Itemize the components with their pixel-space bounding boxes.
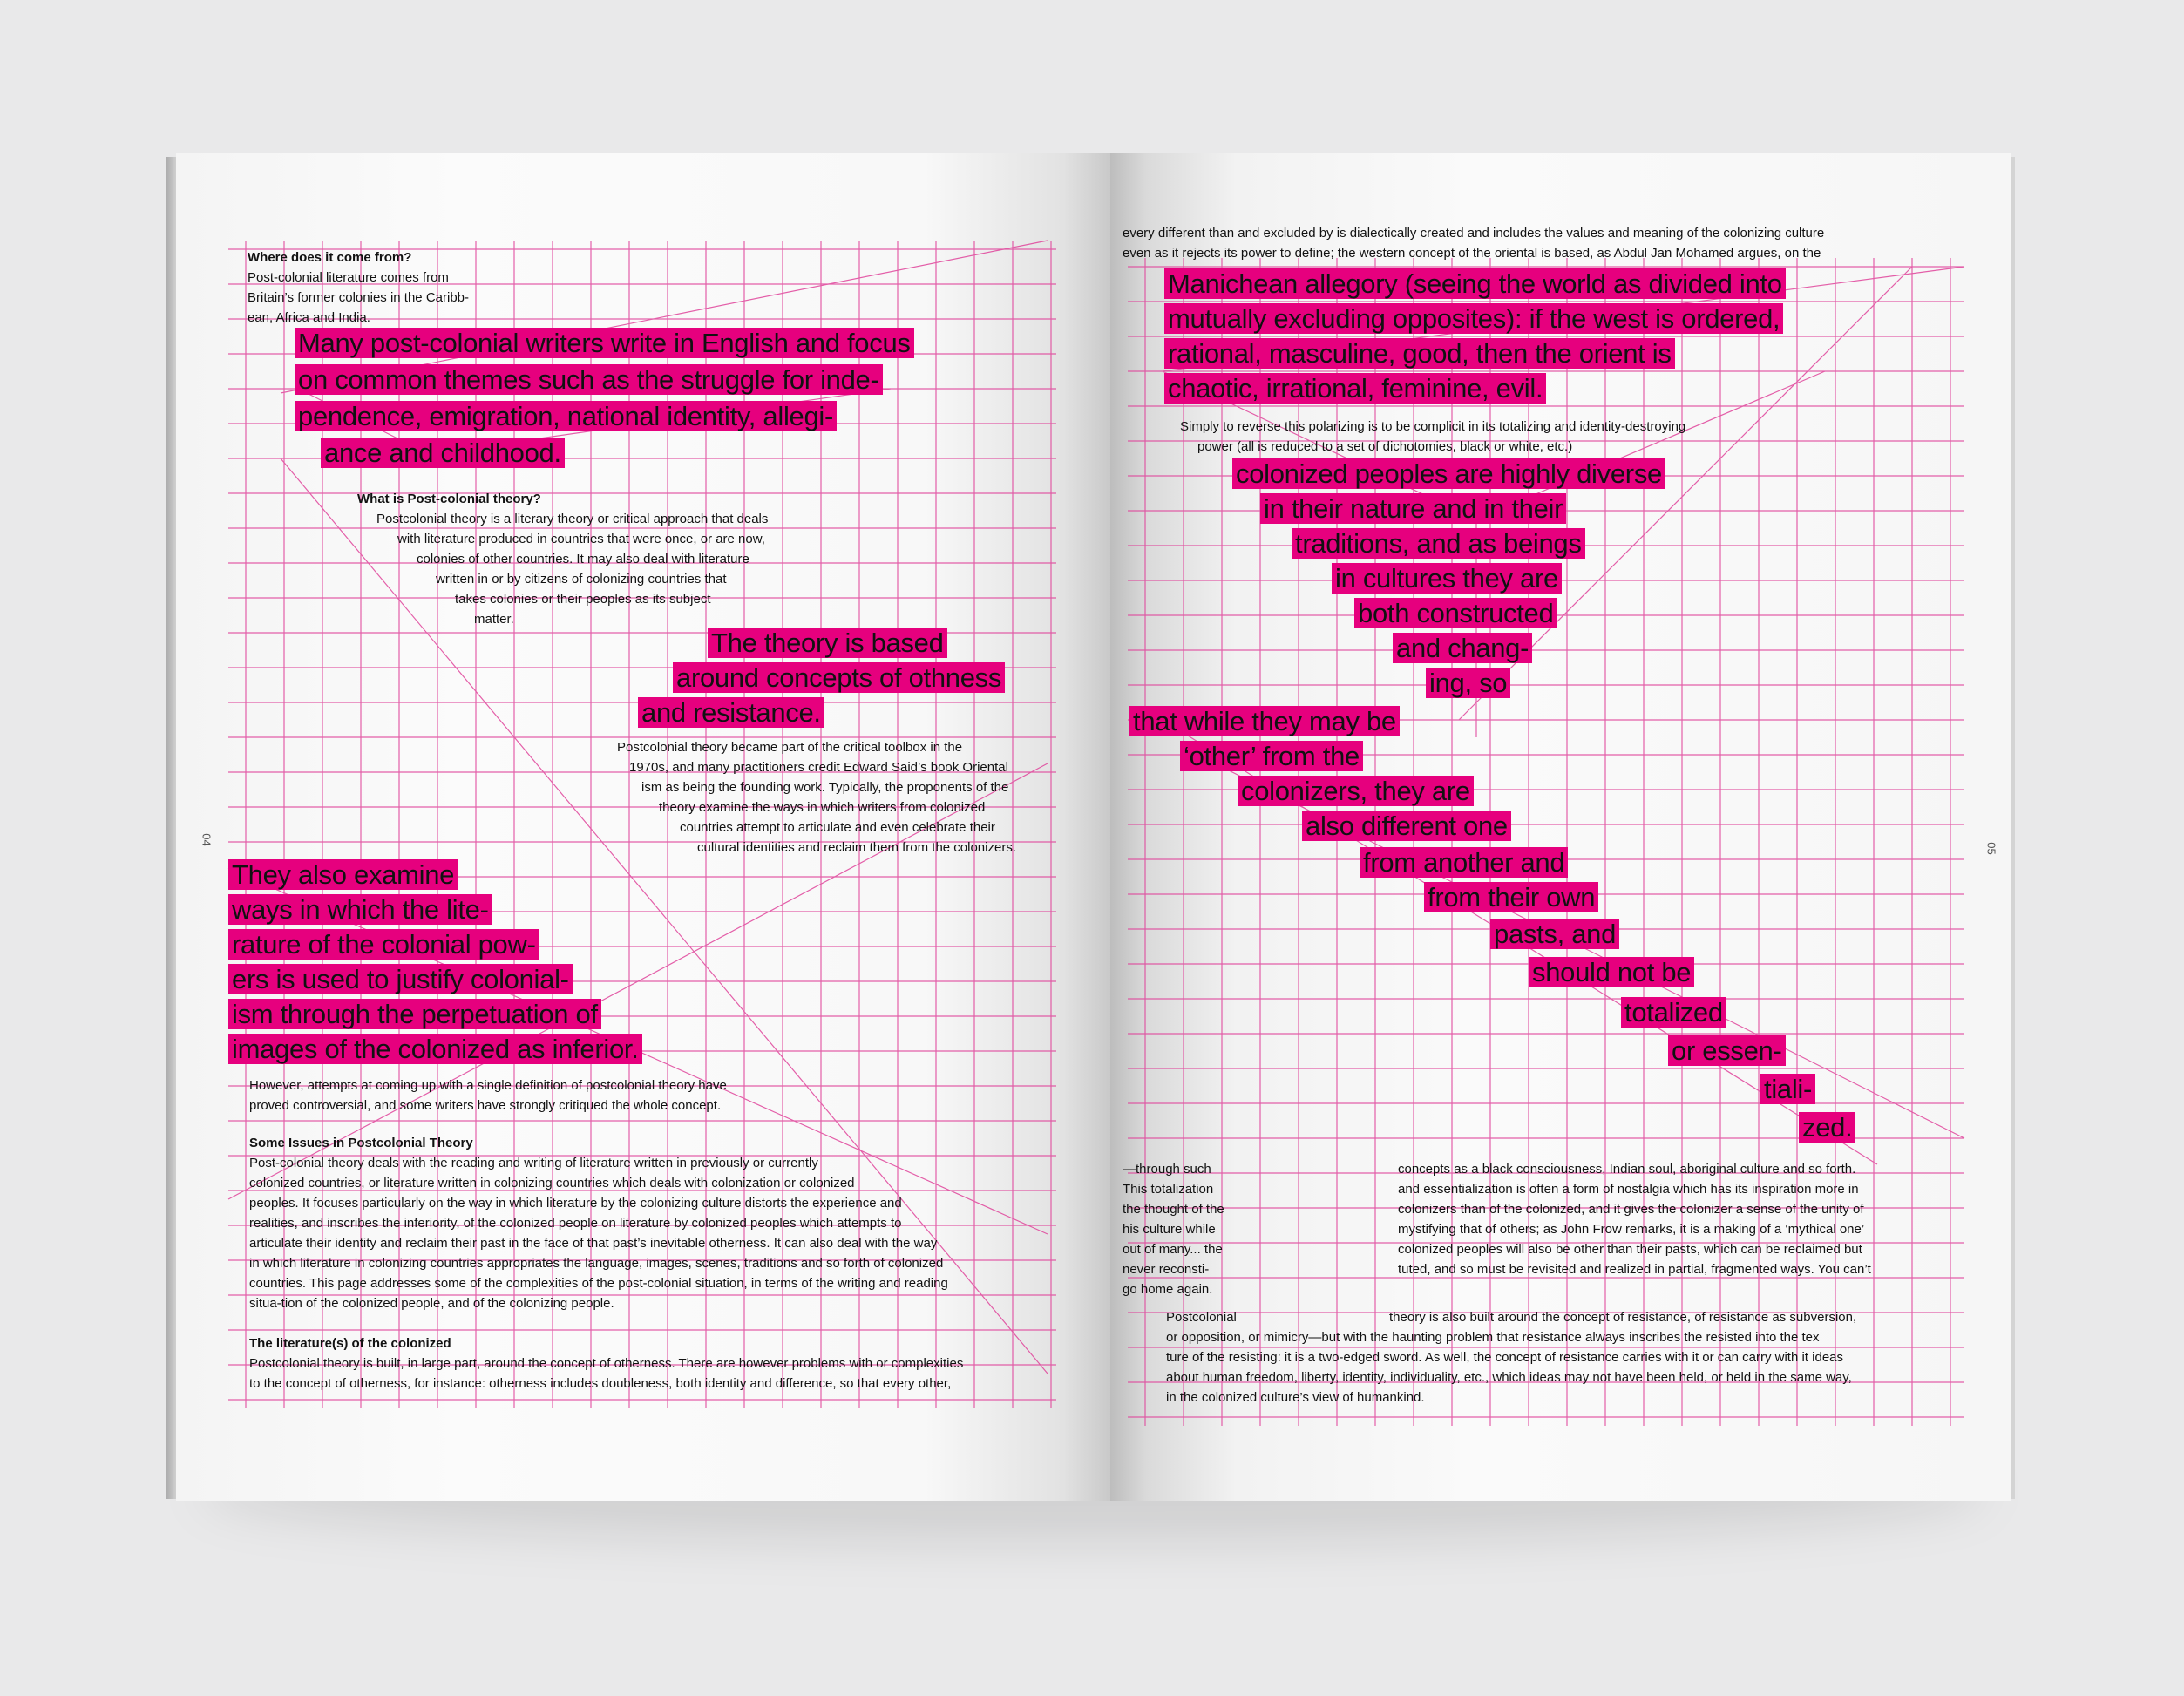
diverse-line: colonized peoples are highly diverse	[1232, 458, 1665, 489]
cascade-line: totalized	[1621, 997, 1726, 1028]
what-line: Postcolonial theory is a literary theory or critical approach that deals	[376, 512, 769, 526]
concepts-line: and essentialization is often a form of nostalgia which has its inspiration more in	[1398, 1182, 1859, 1197]
where-line: Britain’s former colonies in the Caribb-	[248, 290, 469, 305]
page-number: 05	[1984, 842, 1998, 855]
concepts-paragraph	[1398, 1159, 1871, 1279]
what-line: written in or by citizens of colonizing countries that	[436, 572, 727, 587]
pull-quote-line: The theory is based	[708, 628, 947, 658]
through-line: This totalization	[1123, 1182, 1214, 1197]
diverse-line: in their nature and in their	[1260, 493, 1566, 524]
top-line: even as it rejects its power to define; the western concept of the oriental is based, as Abdul Jan Mohamed argues, on the	[1123, 246, 1821, 261]
toolbox-line: countries attempt to articulate and even celebrate their	[680, 820, 995, 835]
cascade-line: tiali-	[1760, 1074, 1815, 1104]
literature-heading: The literature(s) of the colonized	[249, 1336, 451, 1351]
however-line: However, attempts at coming up with a single definition of postcolonial theory have	[249, 1078, 727, 1093]
toolbox-line: 1970s, and many practitioners credit Edward Said’s book Oriental	[629, 760, 1008, 775]
issues-line: colonized countries, or literature written in colonizing countries which deals with colonization or colonized	[249, 1176, 855, 1191]
toolbox-line: theory examine the ways in which writers from colonized	[659, 800, 986, 815]
cascade-line: pasts, and	[1490, 919, 1619, 949]
pull-quote-line: They also examine	[228, 859, 458, 890]
literature-line: to the concept of otherness, for instance: otherness includes doubleness, both identity and difference, so that every other,	[249, 1376, 952, 1391]
issues-section	[249, 1133, 948, 1313]
literature-line: Postcolonial theory is built, in large part, around the concept of otherness. There are however problems with or complexities	[249, 1356, 964, 1371]
issues-line: Post-colonial theory deals with the reading and writing of literature written in previously or currently	[249, 1156, 818, 1170]
issues-line: countries. This page addresses some of the complexities of the post-colonial situation, in terms of the writing and reading	[249, 1276, 948, 1291]
cascade-line: or essen-	[1668, 1035, 1786, 1066]
pull-quote-line: images of the colonized as inferior.	[228, 1034, 642, 1064]
toolbox-paragraph	[617, 737, 1105, 858]
pull-quote-line: pendence, emigration, national identity, allegi-	[295, 401, 837, 431]
pull-quote-line: Many post-colonial writers write in English and focus	[295, 328, 914, 358]
through-line: the thought of the	[1123, 1202, 1224, 1217]
where-line: Post-colonial literature comes from	[248, 270, 449, 285]
manichean-line: chaotic, irrational, feminine, evil.	[1164, 373, 1546, 404]
what-line: with literature produced in countries that were once, or are now,	[397, 532, 765, 546]
pull-quote-line: and resistance.	[638, 697, 824, 728]
resist-line: or opposition, or mimicry—but with the haunting problem that resistance always inscribes the resisted into the tex	[1166, 1330, 1820, 1345]
pull-quote-line: ance and childhood.	[321, 438, 565, 468]
resist-line: ture of the resisting: it is a two-edged sword. As well, the concept of resistance carries with it or can carry with it ideas	[1166, 1350, 1844, 1365]
however-paragraph	[249, 1075, 727, 1116]
where-heading: Where does it come from?	[248, 250, 412, 265]
through-line: out of many... the	[1123, 1242, 1223, 1257]
simply-line: power (all is reduced to a set of dichotomies, black or white, etc.)	[1197, 439, 1573, 454]
issues-line: articulate their identity and reclaim their past in the face of that past’s inevitable otherness. It can also deal with the way	[249, 1236, 938, 1251]
what-line: takes colonies or their peoples as its subject	[455, 592, 711, 607]
diverse-line: and chang-	[1393, 633, 1532, 663]
cascade-line: from another and	[1360, 847, 1568, 878]
issues-line: peoples. It focuses particularly on the way in which literature by the colonizing culture distorts the experience and	[249, 1196, 902, 1211]
resist-first: Postcolonial	[1166, 1310, 1237, 1325]
toolbox-line: Postcolonial theory became part of the critical toolbox in the	[617, 740, 963, 755]
what-block	[357, 489, 845, 629]
cascade-line: from their own	[1424, 882, 1598, 912]
diverse-line: both constructed	[1354, 598, 1557, 628]
concepts-line: colonizers than of the colonized, and it gives the colonizer a sense of the unity of	[1398, 1202, 1864, 1217]
top-paragraph	[1123, 223, 1824, 263]
right-page	[1110, 153, 2011, 1501]
resist-first-rest: theory is also built around the concept of resistance, of resistance as subversion,	[1389, 1310, 1857, 1325]
manichean-line: Manichean allegory (seeing the world as divided into	[1164, 268, 1786, 299]
cascade-line: also different one	[1302, 811, 1511, 841]
manichean-line: rational, masculine, good, then the orient is	[1164, 338, 1675, 369]
concepts-line: colonized peoples will also be other than their pasts, which can be reclaimed but	[1398, 1242, 1862, 1257]
through-line: never reconsti-	[1123, 1262, 1210, 1277]
issues-line: in which literature in colonizing countries appropriates the language, images, scenes, traditions and so forth of colonized	[249, 1256, 944, 1271]
concepts-line: concepts as a black consciousness, Indian soul, aboriginal culture and so forth.	[1398, 1162, 1856, 1177]
diverse-line: in cultures they are	[1332, 563, 1562, 594]
pull-quote-line: around concepts of othness	[673, 662, 1005, 693]
toolbox-line: ism as being the founding work. Typically, the proponents of the	[641, 780, 1009, 795]
issues-heading: Some Issues in Postcolonial Theory	[249, 1136, 473, 1150]
through-line: his culture while	[1123, 1222, 1216, 1237]
simply-line: Simply to reverse this polarizing is to be complicit in its totalizing and identity-destroying	[1180, 419, 1686, 434]
pull-quote-line: ers is used to justify colonial-	[228, 964, 573, 994]
what-line: matter.	[474, 612, 514, 627]
top-line: every different than and excluded by is dialectically created and includes the values and meaning of the colonizing culture	[1123, 226, 1825, 241]
cascade-line: should not be	[1529, 957, 1694, 987]
pull-quote-line: ism through the perpetuation of	[228, 999, 601, 1029]
where-block	[248, 248, 469, 328]
simply-paragraph	[1180, 417, 1685, 457]
cascade-line: that while they may be	[1129, 706, 1400, 736]
issues-line: situa-tion of the colonized people, and of the colonizing people.	[249, 1296, 614, 1311]
what-line: colonies of other countries. It may also deal with literature	[417, 552, 749, 566]
diverse-line: traditions, and as beings	[1292, 528, 1585, 559]
pull-quote-line: on common themes such as the struggle for inde-	[295, 364, 883, 395]
left-page	[176, 153, 1110, 1501]
toolbox-line: cultural identities and reclaim them from the colonizers.	[697, 840, 1016, 855]
page-number: 04	[200, 833, 214, 846]
where-line: ean, Africa and India.	[248, 310, 370, 325]
cascade-line: zed.	[1799, 1112, 1855, 1143]
resist-line: in the colonized culture’s view of humankind.	[1166, 1390, 1425, 1405]
pull-quote-line: ways in which the lite-	[228, 894, 492, 925]
concepts-line: tuted, and so must be revisited and realized in partial, fragmented ways. You can’t	[1398, 1262, 1871, 1277]
resistance-paragraph	[1166, 1307, 1857, 1408]
pull-quote-line: rature of the colonial pow-	[228, 929, 539, 960]
resist-line: about human freedom, liberty, identity, individuality, etc., which ideas may not have been held, or held in the same way,	[1166, 1370, 1852, 1385]
through-line: —through such	[1123, 1162, 1211, 1177]
manichean-line: mutually excluding opposites): if the west is ordered,	[1164, 303, 1783, 334]
concepts-line: mystifying that of others; as John Frow remarks, it is a making of a ‘mythical one’	[1398, 1222, 1865, 1237]
cascade-line: colonizers, they are	[1238, 776, 1474, 806]
through-column	[1123, 1159, 1224, 1299]
diverse-line: ing, so	[1426, 668, 1510, 698]
through-line: go home again.	[1123, 1282, 1213, 1297]
issues-line: realities, and inscribes the inferiority, of the colonized people on literature by colonized peoples which attempts to	[249, 1216, 902, 1231]
literature-section	[249, 1333, 963, 1394]
cascade-line: ‘other’ from the	[1180, 741, 1363, 771]
however-line: proved controversial, and some writers have strongly critiqued the whole concept.	[249, 1098, 722, 1113]
what-heading: What is Post-colonial theory?	[357, 492, 541, 506]
